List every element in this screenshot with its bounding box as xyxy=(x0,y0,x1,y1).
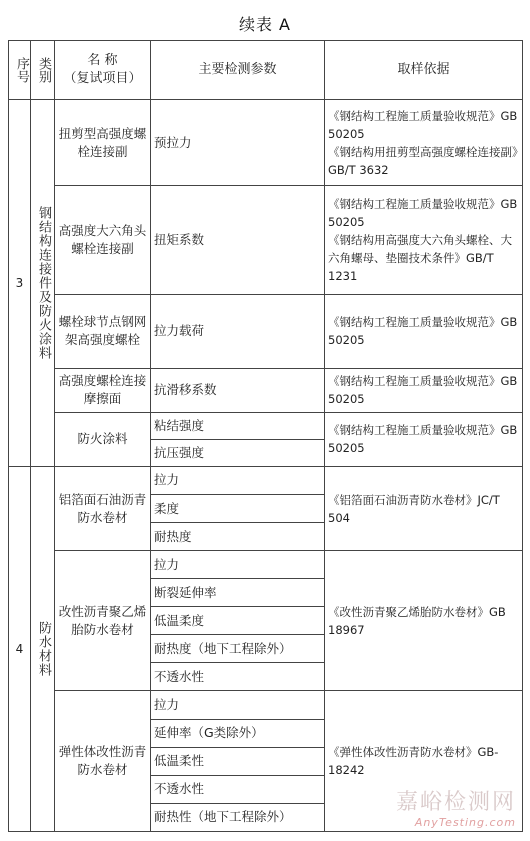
param-cell: 预拉力 xyxy=(151,100,325,186)
item-name-cell: 高强度螺栓连接摩擦面 xyxy=(55,368,151,412)
param-cell: 扭矩系数 xyxy=(151,186,325,294)
basis-cell: 《钢结构工程施工质量验收规范》GB 50205 xyxy=(325,368,523,412)
table-title: 续表 A xyxy=(238,15,292,34)
item-name-cell: 高强度大六角头螺栓连接副 xyxy=(55,186,151,294)
table-row xyxy=(9,466,523,494)
table-row xyxy=(9,100,523,186)
table-row xyxy=(9,294,523,368)
param-cell: 低温柔度 xyxy=(151,607,325,635)
param-cell: 延伸率（G类除外） xyxy=(151,719,325,747)
header-category: 类别 xyxy=(31,41,55,100)
param-cell: 耐热度（地下工程除外） xyxy=(151,635,325,663)
param-cell: 拉力载荷 xyxy=(151,294,325,368)
watermark-cn: 嘉峪检测网 xyxy=(395,790,516,815)
basis-cell: 《钢结构工程施工质量验收规范》GB 50205 xyxy=(325,294,523,368)
item-name-cell: 螺栓球节点钢网架高强度螺栓 xyxy=(55,294,151,368)
table-row xyxy=(9,368,523,412)
seq-cell: 3 xyxy=(9,100,31,467)
category-cell: 钢结构连接件及防火涂料 xyxy=(31,100,55,467)
table-row xyxy=(9,186,523,294)
param-cell: 抗压强度 xyxy=(151,439,325,466)
table-row xyxy=(9,691,523,719)
param-cell: 低温柔性 xyxy=(151,747,325,775)
header-row xyxy=(9,41,523,100)
param-cell: 拉力 xyxy=(151,466,325,494)
item-name-cell: 改性沥青聚乙烯胎防水卷材 xyxy=(55,551,151,691)
table-row xyxy=(9,412,523,439)
param-cell: 柔度 xyxy=(151,495,325,523)
watermark-en: AnyTesting.com xyxy=(414,816,516,829)
param-cell: 不透水性 xyxy=(151,775,325,803)
header-params: 主要检测参数 xyxy=(151,41,325,100)
table-row xyxy=(9,551,523,579)
param-cell: 拉力 xyxy=(151,691,325,719)
item-name-cell: 铝箔面石油沥青防水卷材 xyxy=(55,466,151,550)
header-seq: 序号 xyxy=(9,41,31,100)
seq-cell: 4 xyxy=(9,466,31,831)
param-cell: 耐热度 xyxy=(151,523,325,551)
param-cell: 断裂延伸率 xyxy=(151,579,325,607)
item-name-cell: 扭剪型高强度螺栓连接副 xyxy=(55,100,151,186)
inspection-table xyxy=(8,40,523,832)
param-cell: 抗滑移系数 xyxy=(151,368,325,412)
category-cell: 防水材料 xyxy=(31,466,55,831)
header-basis: 取样依据 xyxy=(325,41,523,100)
item-name-cell: 防火涂料 xyxy=(55,412,151,466)
param-cell: 不透水性 xyxy=(151,663,325,691)
header-item-name: 名 称 （复试项目） xyxy=(55,41,151,100)
basis-cell: 《改性沥青聚乙烯胎防水卷材》GB 18967 xyxy=(325,551,523,691)
watermark xyxy=(396,785,516,829)
item-name-cell: 弹性体改性沥青防水卷材 xyxy=(55,691,151,832)
basis-cell: 《弹性体改性沥青防水卷材》GB-18242 xyxy=(325,691,523,832)
basis-cell: 《钢结构工程施工质量验收规范》GB 50205 《钢结构用高强度大六角头螺栓、大六角螺母、垫圈技术条件》GB/T 1231 xyxy=(325,186,523,294)
param-cell: 耐热性（地下工程除外） xyxy=(151,803,325,831)
basis-cell: 《铝箔面石油沥青防水卷材》JC/T 504 xyxy=(325,466,523,550)
param-cell: 粘结强度 xyxy=(151,412,325,439)
basis-cell: 《钢结构工程施工质量验收规范》GB 50205 xyxy=(325,412,523,466)
basis-cell: 《钢结构工程施工质量验收规范》GB 50205 《钢结构用扭剪型高强度螺栓连接副》GB/T 3632 xyxy=(325,100,523,186)
param-cell: 拉力 xyxy=(151,551,325,579)
